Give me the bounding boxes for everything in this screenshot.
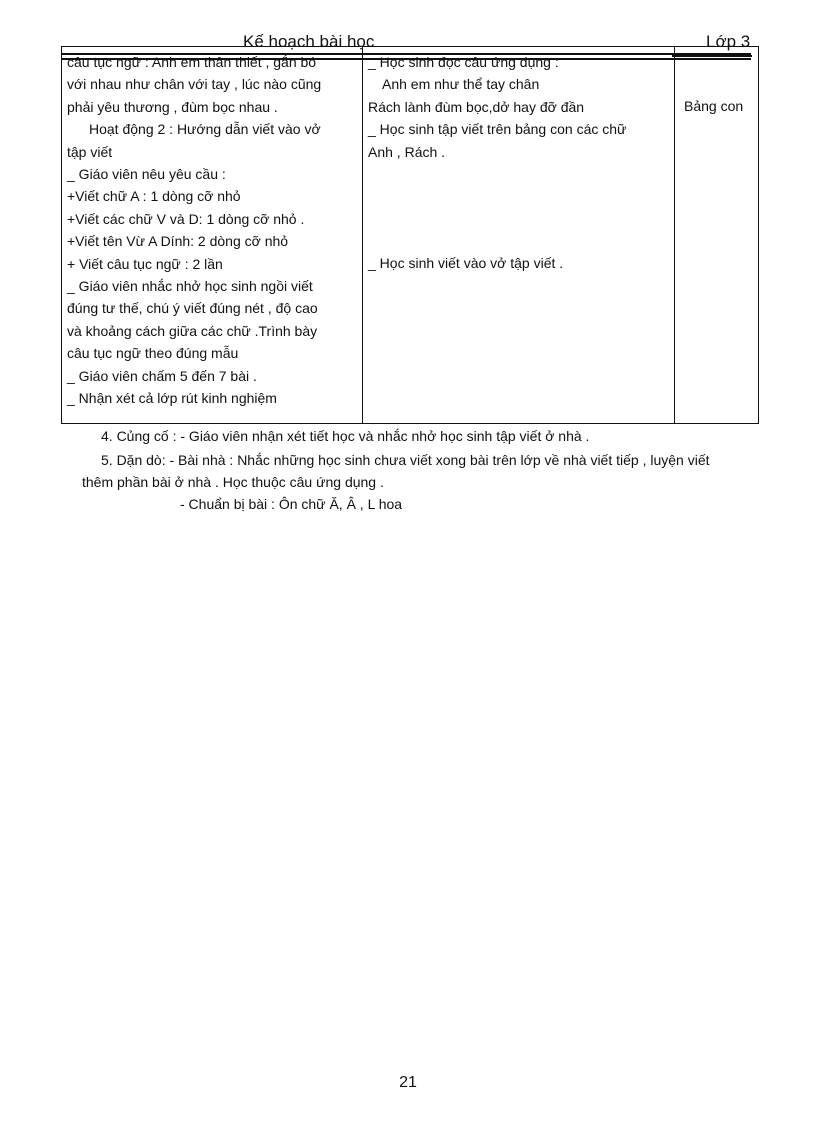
- teacher-activities-cell: [62, 47, 363, 424]
- teacher-line: _ Giáo viên nhắc nhở học sinh ngồi viết: [67, 278, 313, 295]
- page-number: 21: [399, 1074, 417, 1091]
- student-activities-cell: [363, 47, 675, 424]
- header-class-label: Lớp 3: [706, 32, 751, 51]
- teacher-line: tập viết: [67, 143, 113, 160]
- student-line: Anh em như thể tay chân: [382, 76, 540, 93]
- teacher-line: Hoạt động 2 : Hướng dẫn viết vào vở: [89, 121, 321, 138]
- materials-cell: [675, 47, 759, 424]
- teacher-line: câu tục ngữ theo đúng mẫu: [67, 345, 239, 362]
- teacher-line: +Viết các chữ V và D: 1 dòng cỡ nhỏ .: [67, 210, 305, 227]
- student-line: _ Học sinh đọc câu ứng dụng :: [368, 54, 559, 70]
- teacher-line: với nhau như chân với tay , lúc nào cũng: [67, 76, 322, 93]
- material-label: Bảng con: [684, 98, 744, 114]
- homework-line-continued: thêm phần bài ở nhà . Học thuộc câu ứng dụng .: [82, 474, 384, 490]
- student-line: _ Học sinh tập viết trên bảng con các chữ: [368, 121, 627, 138]
- teacher-line: _ Giáo viên chấm 5 đến 7 bài .: [67, 367, 257, 384]
- student-line: _ Học sinh viết vào vở tập viết .: [368, 255, 564, 272]
- lesson-table: [61, 46, 759, 424]
- teacher-line: phải yêu thương , đùm bọc nhau .: [67, 98, 278, 115]
- teacher-line: +Viết chữ A : 1 dòng cỡ nhỏ: [67, 188, 241, 205]
- teacher-line: + Viết câu tục ngữ : 2 lần: [67, 255, 223, 272]
- prepare-line: - Chuẩn bị bài : Ôn chữ Ă, Â , L hoa: [180, 496, 403, 512]
- consolidation-line: 4. Củng cố : - Giáo viên nhận xét tiết học và nhắc nhở học sinh tập viết ở nhà .: [101, 428, 590, 444]
- header-title: Kế hoạch bài học: [243, 32, 375, 51]
- teacher-line: và khoảng cách giữa các chữ .Trình bày: [67, 322, 318, 339]
- teacher-line: đúng tư thế, chú ý viết đúng nét , độ cao: [67, 300, 318, 317]
- teacher-line: câu tục ngữ : Anh em thân thiết , gắn bó: [67, 54, 317, 70]
- teacher-line: _ Nhận xét cả lớp rút kinh nghiệm: [67, 390, 277, 407]
- student-line: Anh , Rách .: [368, 143, 446, 160]
- spacer: [368, 163, 670, 252]
- teacher-line: +Viết tên Vừ A Dính: 2 dòng cỡ nhỏ: [67, 233, 289, 250]
- student-line: Rách lành đùm bọc,dở hay đỡ đần: [368, 98, 585, 115]
- table-row: [62, 47, 759, 424]
- homework-line: 5. Dặn dò: - Bài nhà : Nhắc những học sinh chưa viết xong bài trên lớp về nhà viết tiếp , luyện viết: [101, 452, 710, 468]
- teacher-line: _ Giáo viên nêu yêu cầu :: [67, 166, 226, 183]
